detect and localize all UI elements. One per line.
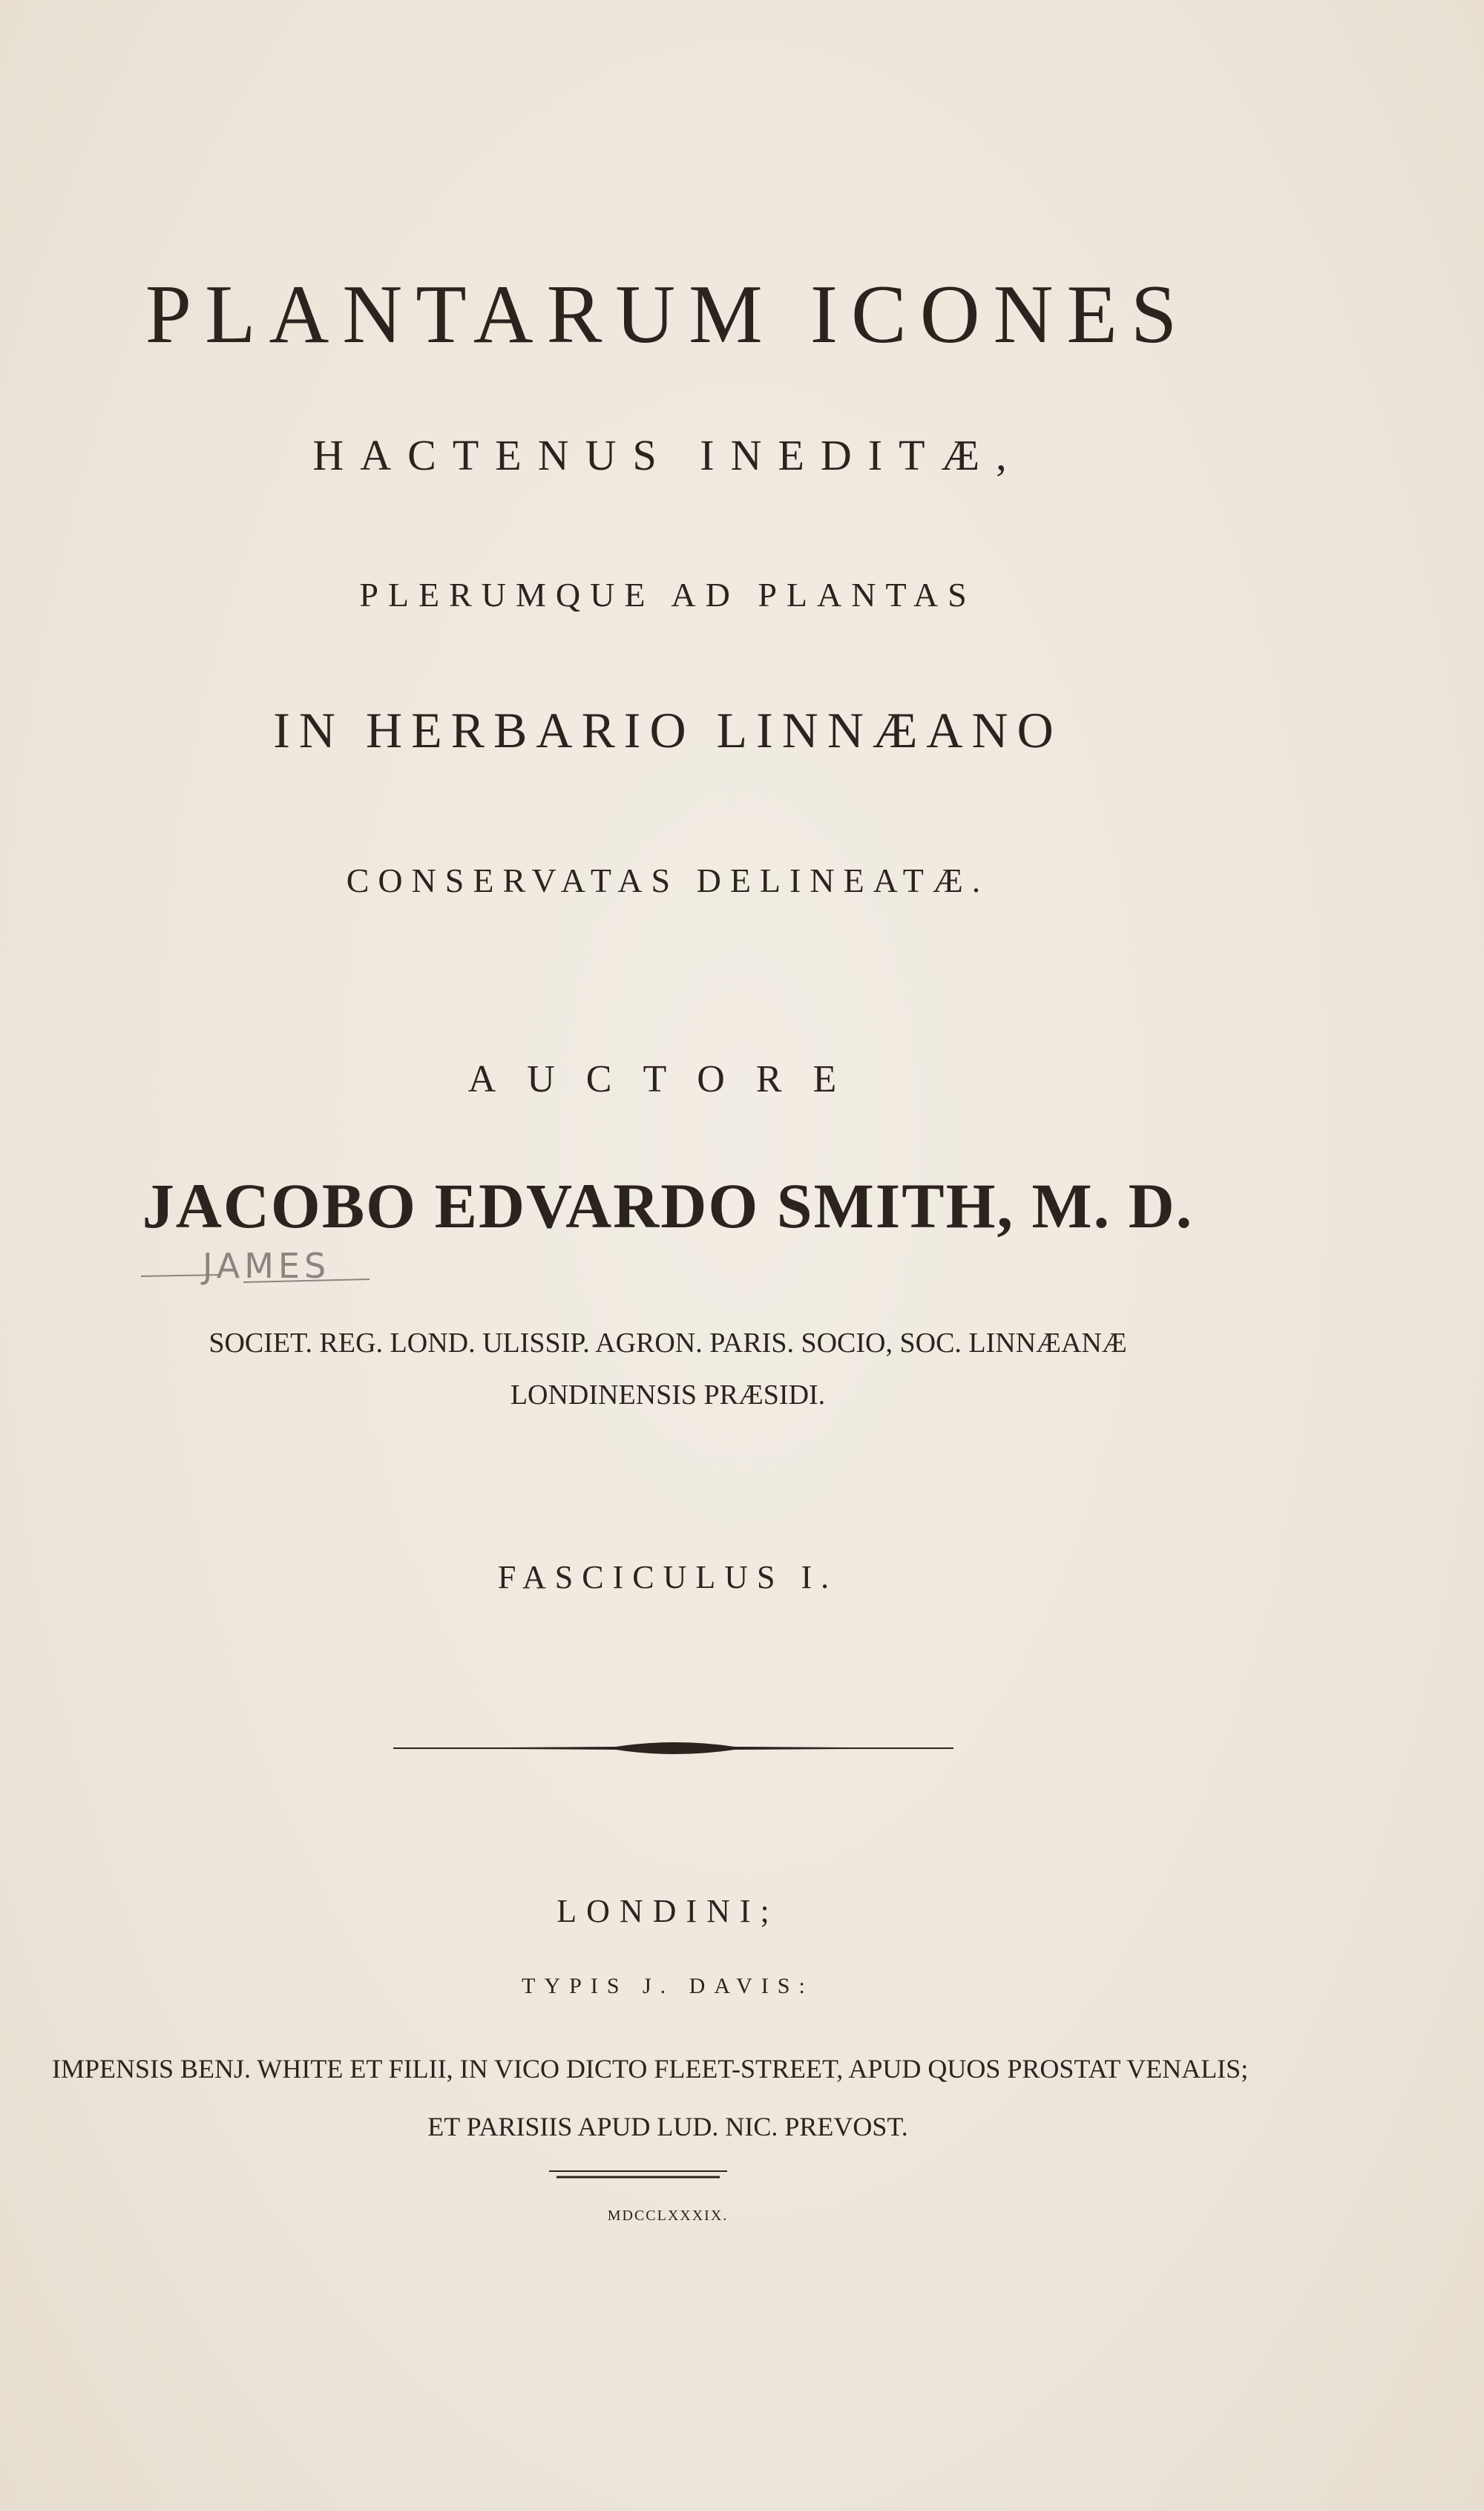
book-title: PLANTARUM ICONES (145, 269, 1191, 361)
pencil-annotation (132, 1247, 377, 1291)
imprint-printer: TYPIS J. DAVIS: (522, 1974, 814, 1998)
ornamental-rule (393, 1735, 953, 1762)
subtitle-line-1: HACTENUS INEDITÆ, (312, 431, 1023, 479)
subtitle-line-3: IN HERBARIO LINNÆANO (273, 702, 1063, 758)
handwritten-name: JAMES (203, 1247, 331, 1286)
fascicle-number: FASCICULUS I. (497, 1559, 838, 1595)
imprint-publisher: IMPENSIS BENJ. WHITE ET FILII, IN VICO DICTO FLEET-STREET, APUD QUOS PROSTAT VENALIS; (52, 2054, 1249, 2084)
subtitle-line-4: CONSERVATAS DELINEATÆ. (346, 861, 990, 899)
author-name: JACOBO EDVARDO SMITH, M. D. (142, 1170, 1194, 1241)
publication-date: MDCCLXXXIX. (607, 2208, 729, 2224)
imprint-paris: ET PARISIIS APUD LUD. NIC. PREVOST. (427, 2112, 908, 2141)
double-rule (549, 2169, 727, 2181)
imprint-city: LONDINI; (556, 1893, 779, 1929)
author-label: AUCTORE (467, 1058, 868, 1100)
subtitle-line-2: PLERUMQUE AD PLANTAS (359, 576, 976, 614)
affiliation-line-1: SOCIET. REG. LOND. ULISSIP. AGRON. PARIS. SOCIO, SOC. LINNÆANÆ (209, 1327, 1127, 1359)
affiliation-line-2: LONDINENSIS PRÆSIDI. (510, 1379, 826, 1411)
